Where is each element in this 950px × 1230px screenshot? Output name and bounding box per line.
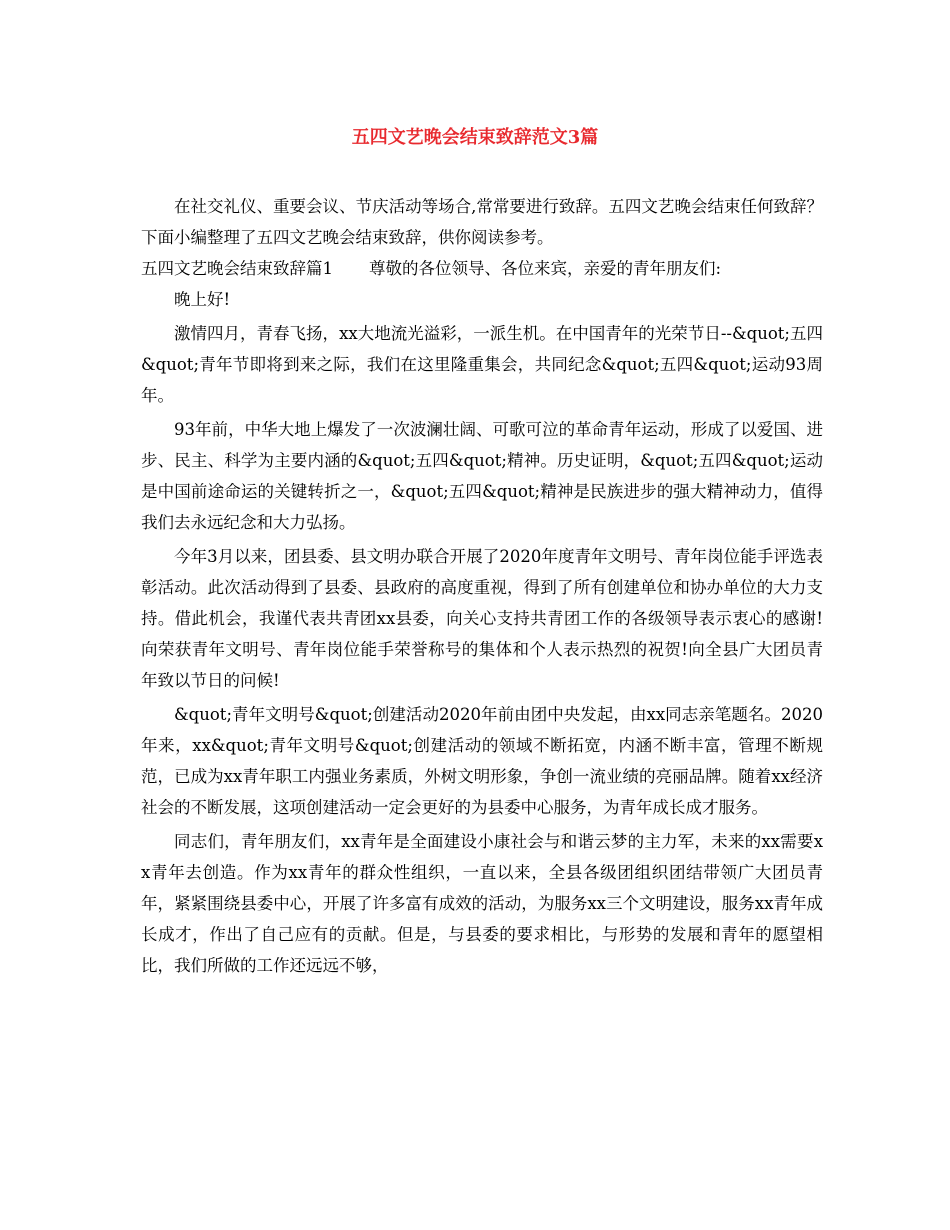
body-paragraph-3: 今年3月以来，团县委、县文明办联合开展了2020年度青年文明号、青年岗位能手评选表彰活动。此次活动得到了县委、县政府的高度重视，得到了所有创建单位和协办单位的大力支持。借此机会，我谨代表共青团xx县委，向关心支持共青团工作的各级领导表示衷心的感谢!向荣获青年文明号、青年岗位能手荣誉称号的集体和个人表示热烈的祝贺!向全县广大团员青年致以节日的问候! [141,547,823,690]
section-heading: 五四文艺晚会结束致辞篇1 [141,259,333,278]
intro-paragraph: 在社交礼仪、重要会议、节庆活动等场合,常常要进行致辞。五四文艺晚会结束任何致辞？下面小编整理了五四文艺晚会结束致辞，供你阅读参考。 [141,197,823,247]
document-title: 五四文艺晚会结束致辞范文3篇 [351,127,599,148]
body-paragraph-1: 激情四月，青春飞扬，xx大地流光溢彩，一派生机。在中国青年的光荣节日--&quot;五四&quot;青年节即将到来之际，我们在这里隆重集会，共同纪念&quot;五四&quot;运动93周年。 [141,324,823,405]
body-paragraph-4: &quot;青年文明号&quot;创建活动2020年前由团中央发起，由xx同志亲笔题名。2020年来，xx&quot;青年文明号&quot;创建活动的领域不断拓宽，内涵不断丰富，管理不断规范，已成为xx青年职工内强业务素质，外树文明形象，争创一流业绩的亮丽品牌。随着xx经济社会的不断发展，这项创建活动一定会更好的为县委中心服务，为青年成长成才服务。 [141,705,823,817]
body-paragraph-2: 93年前，中华大地上爆发了一次波澜壮阔、可歌可泣的革命青年运动，形成了以爱国、进步、民主、科学为主要内涵的&quot;五四&quot;精神。历史证明，&quot;五四&quot;运动是中国前途命运的关键转折之一，&quot;五四&quot;精神是民族进步的强大精神动力，值得我们去永远纪念和大力弘扬。 [141,420,823,532]
salutation: 尊敬的各位领导、各位来宾，亲爱的青年朋友们: [369,259,722,278]
body-paragraph-5: 同志们，青年朋友们，xx青年是全面建设小康社会与和谐云梦的主力军，未来的xx需要xx青年去创造。作为xx青年的群众性组织，一直以来，全县各级团组织团结带领广大团员青年，紧紧围绕县委中心，开展了许多富有成效的活动，为服务xx三个文明建设，服务xx青年成长成才，作出了自己应有的贡献。但是，与县委的要求相比，与形势的发展和青年的愿望相比，我们所做的工作还远远不够， [141,832,823,975]
document-body [141,191,823,981]
greeting: 晚上好! [174,290,231,309]
section-heading-row [141,253,823,284]
